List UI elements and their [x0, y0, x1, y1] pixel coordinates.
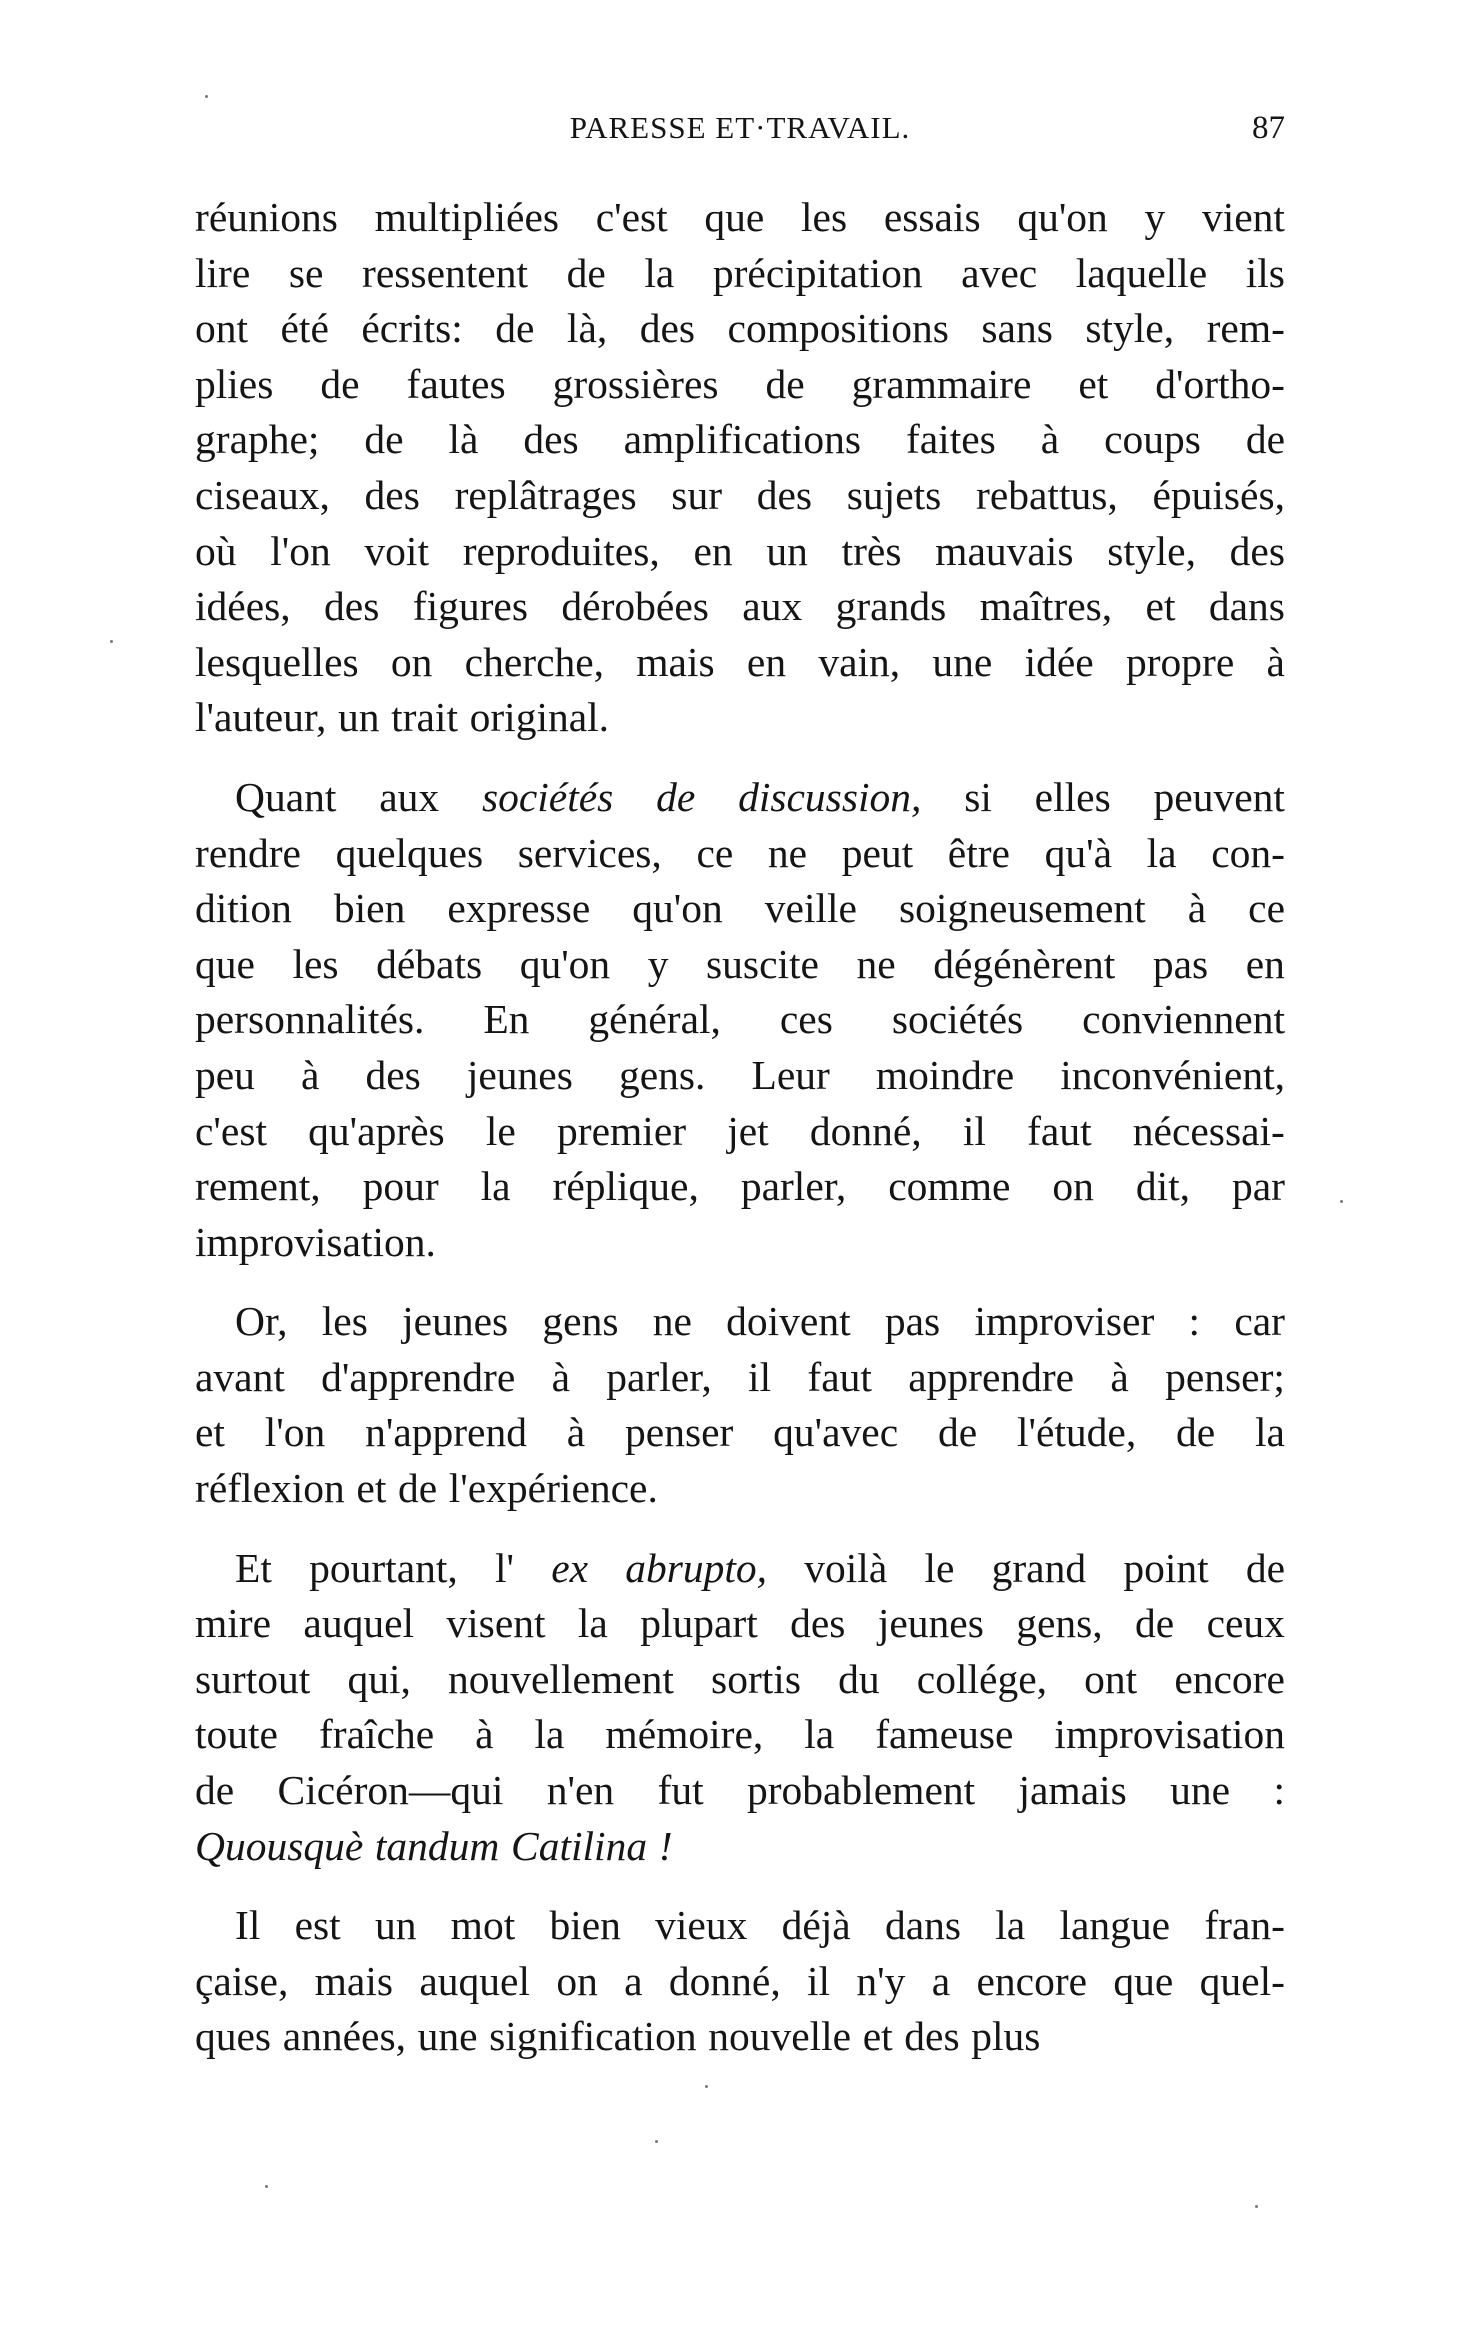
scan-speck: [1255, 2205, 1258, 2208]
scan-speck: [1340, 1200, 1343, 1203]
text-line: l'auteur, un trait original.: [195, 694, 610, 741]
text-line: de Cicéron—qui n'en fut probablement jamais une :: [195, 1767, 1285, 1814]
scan-speck: [655, 2140, 658, 2143]
text-line: lesquelles on cherche, mais en vain, une idée propre à: [195, 638, 1285, 685]
text-line: où l'on voit reproduites, en un très mauvais style, des: [195, 527, 1285, 574]
page-number: 87: [1252, 110, 1285, 146]
text-line: graphe; de là des amplifications faites à coups de: [195, 416, 1285, 463]
text-line: çaise, mais auquel on a donné, il n'y a encore que quel-: [195, 1957, 1285, 2004]
text-line: toute fraîche à la mémoire, la fameuse improvisation: [195, 1711, 1285, 1758]
text-line: c'est qu'après le premier jet donné, il faut nécessai-: [195, 1107, 1285, 1154]
text-line: peu à des jeunes gens. Leur moindre inconvénient,: [195, 1051, 1285, 1098]
running-title: PARESSE ET·TRAVAIL.: [569, 110, 911, 145]
paragraph: [195, 770, 1285, 1270]
text-line: surtout qui, nouvellement sortis du collége, ont encore: [195, 1655, 1285, 1702]
paragraph: [195, 1294, 1285, 1516]
paragraph: [195, 190, 1285, 746]
text-line: avant d'apprendre à parler, il faut apprendre à penser;: [195, 1353, 1285, 1400]
text-line: improvisation.: [195, 1218, 436, 1265]
text-line: lire se ressentent de la précipitation avec laquelle ils: [195, 249, 1285, 296]
text-line: ont été écrits: de là, des compositions sans style, rem-: [195, 305, 1285, 352]
text-line: Quousquè tandum Catilina !: [195, 1822, 673, 1869]
text-line: réunions multipliées c'est que les essais qu'on y vient: [195, 194, 1285, 240]
running-head: [195, 110, 1285, 160]
paragraph: [195, 1541, 1285, 1875]
text-line: et l'on n'apprend à penser qu'avec de l'étude, de la: [195, 1409, 1285, 1456]
scan-speck: [265, 2185, 268, 2188]
text-line: Quant aux sociétés de discussion, si elles peuvent: [235, 773, 1285, 820]
text-line: personnalités. En général, ces sociétés conviennent: [195, 996, 1285, 1043]
paragraph: [195, 1898, 1285, 2065]
body-text: [195, 190, 1285, 2089]
text-line: plies de fautes grossières de grammaire et d'ortho-: [195, 360, 1285, 407]
text-line: que les débats qu'on y suscite ne dégénèrent pas en: [195, 940, 1285, 987]
text-line: ciseaux, des replâtrages sur des sujets rebattus, épuisés,: [195, 471, 1285, 518]
scan-speck: [110, 640, 113, 643]
text-line: dition bien expresse qu'on veille soigneusement à ce: [195, 885, 1285, 932]
text-line: Il est un mot bien vieux déjà dans la langue fran-: [235, 1902, 1285, 1949]
text-line: rendre quelques services, ce ne peut être qu'à la con-: [195, 829, 1285, 876]
text-line: Or, les jeunes gens ne doivent pas improviser : car: [235, 1298, 1285, 1345]
text-line: Et pourtant, l' ex abrupto, voilà le grand point de: [235, 1544, 1285, 1591]
text-line: rement, pour la réplique, parler, comme on dit, par: [195, 1163, 1285, 1210]
text-line: réflexion et de l'expérience.: [195, 1465, 658, 1512]
text-line: mire auquel visent la plupart des jeunes gens, de ceux: [195, 1600, 1285, 1647]
scan-speck: [705, 2085, 708, 2088]
scan-speck: [205, 95, 208, 98]
text-line: idées, des figures dérobées aux grands maîtres, et dans: [195, 583, 1285, 630]
text-line: ques années, une signification nouvelle et des plus: [195, 2013, 1041, 2060]
